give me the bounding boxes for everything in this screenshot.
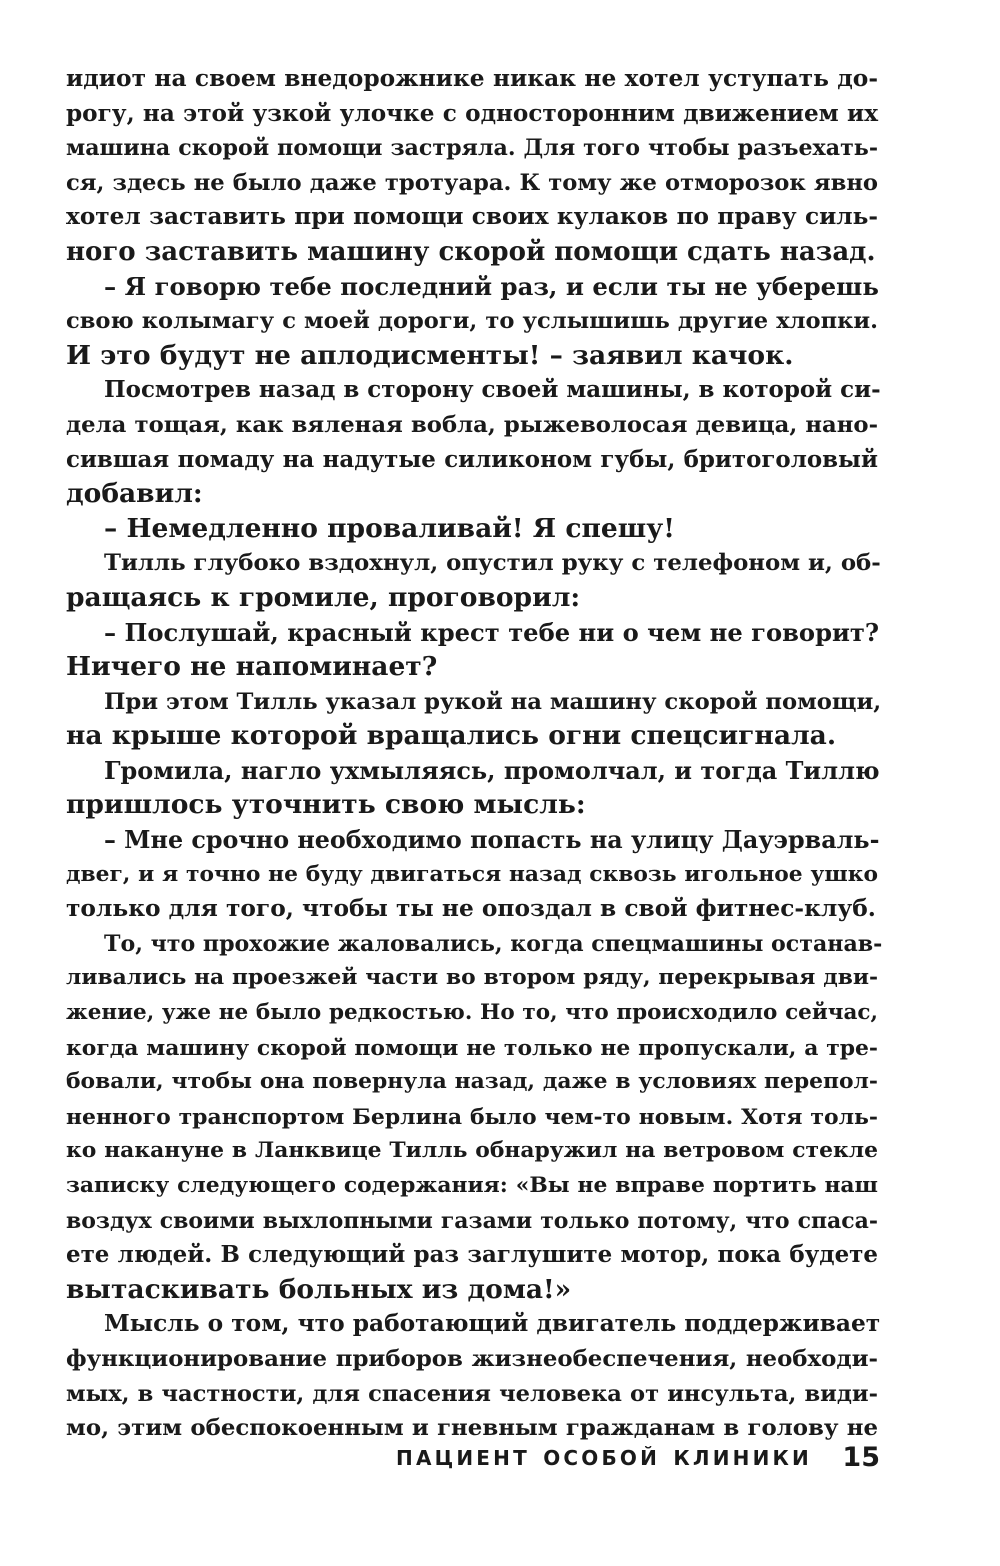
text-line: жение, уже не было редкостью. Но то, что происходило сейчас, [66, 1000, 878, 1026]
text-line: бовали, чтобы она повернула назад, даже в условиях перепол- [66, 1069, 878, 1095]
text-line: – Мне срочно необходимо попасть на улицу Дауэрваль- [104, 826, 880, 855]
text-line: – Немедленно проваливай! Я спешу! [104, 512, 675, 544]
text-line: ного заставить машину скорой помощи сдать назад. [66, 236, 876, 267]
text-line: При этом Тилль указал рукой на машину скорой помощи, [104, 688, 882, 715]
text-line: Тилль глубоко вздохнул, опустил руку с телефоном и, об- [104, 550, 881, 577]
text-line: рогу, на этой узкой улочке с односторонним движением их [66, 99, 878, 127]
text-line: двег, и я точно не буду двигаться назад сквозь игольное ушко [66, 861, 878, 887]
text-line: добавил: [66, 478, 203, 510]
text-line: ненного транспортом Берлина было чем-то новым. Хотя толь- [66, 1103, 878, 1130]
text-line: ко накануне в Ланквице Тилль обнаружил на ветровом стекле [66, 1138, 878, 1164]
text-line: машина скорой помощи застряла. Для того чтобы разъехать- [66, 135, 878, 162]
text-line: ливались на проезжей части во втором ряду, перекрывая дви- [66, 965, 878, 991]
text-line: мо, этим обеспокоенным и гневным гражданам в голову не [66, 1415, 878, 1442]
text-line: функционирование приборов жизнеобеспечения, необходи- [66, 1345, 878, 1372]
text-line: хотел заставить при помощи своих кулаков по праву силь- [66, 203, 878, 231]
text-line: идиот на своем внедорожнике никак не хотел уступать до- [66, 65, 878, 92]
text-line: воздух своими выхлопными газами только потому, что спаса- [66, 1207, 878, 1234]
text-line: вытаскивать больных из дома!» [66, 1273, 572, 1305]
text-line: Громила, нагло ухмыляясь, промолчал, и тогда Тиллю [104, 756, 880, 785]
text-line: только для того, чтобы ты не опоздал в свой фитнес-клуб. [66, 895, 876, 923]
text-line: То, что прохожие жаловались, когда спецмашины останав- [104, 930, 883, 957]
text-line: ращаясь к громиле, проговорил: [66, 581, 581, 613]
text-line: И это будут не аплодисменты! – заявил качок. [66, 339, 794, 371]
text-line: ете людей. В следующий раз заглушите мотор, пока будете [66, 1241, 878, 1269]
text-line: когда машину скорой помощи не только не пропускали, а тре- [66, 1034, 878, 1061]
text-line: дела тощая, как вяленая вобла, рыжеволосая девица, нано- [66, 411, 878, 438]
text-line: свою колымагу с моей дороги, то услышишь другие хлопки. [66, 308, 878, 335]
text-line: мых, в частности, для спасения человека от инсульта, види- [66, 1380, 878, 1407]
body-text [66, 62, 883, 1446]
page-footer [0, 1440, 1000, 1480]
text-line: Посмотрев назад в сторону своей машины, в которой си- [104, 376, 881, 404]
text-line: Мысль о том, что работающий двигатель поддерживает [104, 1310, 881, 1338]
text-line: записку следующего содержания: «Вы не вправе портить наш [66, 1173, 878, 1198]
page-number: 15 [842, 1442, 880, 1473]
text-line: – Послушай, красный крест тебе ни о чем не говорит? [104, 617, 880, 647]
text-line: сившая помаду на надутые силиконом губы, бритоголовый [66, 445, 878, 473]
text-line: Ничего не напоминает? [66, 651, 438, 683]
text-line: ся, здесь не было даже тротуара. К тому же отморозок явно [66, 169, 878, 196]
running-title: ПАЦИЕНТ ОСОБОЙ КЛИНИКИ [396, 1446, 812, 1470]
text-line: пришлось уточнить свою мысль: [66, 789, 586, 821]
text-line: на крыше которой вращались огни спецсигнала. [66, 720, 837, 752]
text-line: – Я говорю тебе последний раз, и если ты не уберешь [104, 271, 879, 301]
